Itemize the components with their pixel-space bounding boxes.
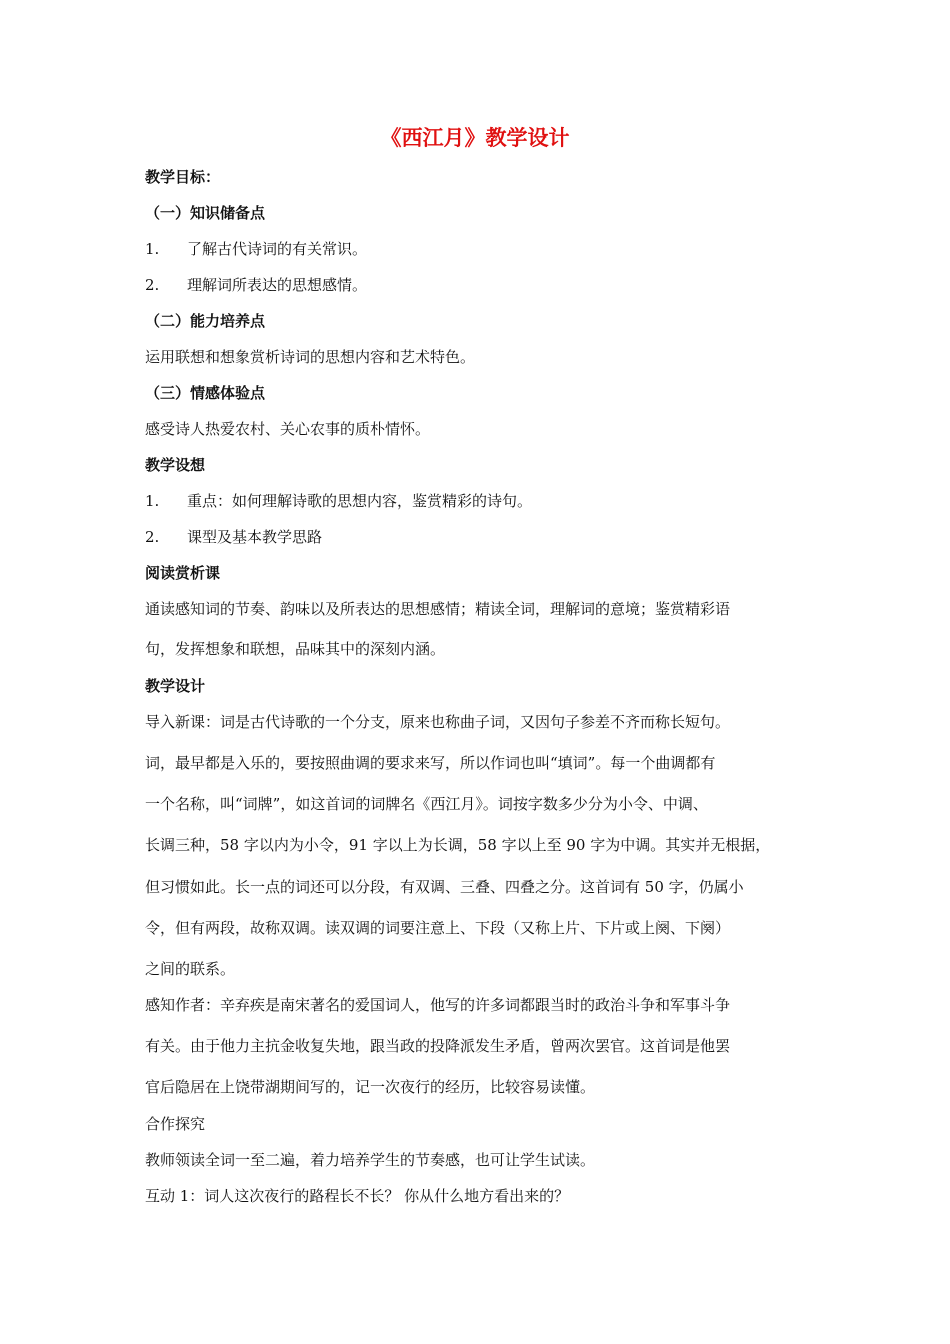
knowledge-heading: （一）知识储备点	[145, 204, 266, 222]
emotion-heading: （三）情感体验点	[145, 384, 266, 402]
intro-line: 长调三种，58 字以内为小令，91 字以上为长调，58 字以上至 90 字为中调。其实并无根据，	[145, 836, 771, 854]
item-text: 理解词所表达的思想感情。	[187, 276, 368, 294]
emotion-text: 感受诗人热爱农村、关心农事的质朴情怀。	[145, 420, 431, 438]
reading-heading: 阅读赏析课	[145, 564, 221, 582]
concept-item	[145, 526, 322, 548]
objectives-heading: 教学目标：	[145, 168, 221, 186]
ability-heading: （二）能力培养点	[145, 312, 266, 330]
reading-line: 通读感知词的节奏、韵味以及所表达的思想感情；精读全词，理解词的意境；鉴赏精彩语	[145, 600, 731, 618]
cooperate-heading: 合作探究	[145, 1115, 206, 1133]
concept-item	[145, 490, 532, 512]
author-line: 感知作者：辛弃疾是南宋著名的爱国词人，他写的许多词都跟当时的政治斗争和军事斗争	[145, 996, 731, 1014]
item-number: 2.	[145, 276, 160, 294]
item-number: 1.	[145, 240, 160, 258]
reading-line: 句，发挥想象和联想，品味其中的深刻内涵。	[145, 640, 446, 658]
intro-line: 但习惯如此。长一点的词还可以分段，有双调、三叠、四叠之分。这首词有 50 字，仍属小	[145, 878, 744, 896]
concept-heading: 教学设想	[145, 456, 206, 474]
intro-line: 令，但有两段，故称双调。读双调的词要注意上、下段（又称上片、下片或上阕、下阕）	[145, 919, 731, 937]
design-heading: 教学设计	[145, 677, 206, 695]
author-line: 官后隐居在上饶带湖期间写的，记一次夜行的经历，比较容易读懂。	[145, 1078, 596, 1096]
item-text: 重点：如何理解诗歌的思想内容，鉴赏精彩的诗句。	[187, 492, 533, 510]
intro-line: 之间的联系。	[145, 960, 236, 978]
intro-line: 一个名称，叫“词牌”，如这首词的词牌名《西江月》。词按字数多少分为小令、中调、	[145, 795, 708, 813]
item-number: 1.	[145, 492, 160, 510]
item-number: 2.	[145, 528, 160, 546]
ability-text: 运用联想和想象赏析诗词的思想内容和艺术特色。	[145, 348, 476, 366]
item-text: 课型及基本教学思路	[187, 528, 323, 546]
document-title: 《西江月》教学设计	[380, 126, 570, 150]
author-line: 有关。由于他力主抗金收复失地，跟当政的投降派发生矛盾，曾两次罢官。这首词是他罢	[145, 1037, 731, 1055]
intro-line: 导入新课：词是古代诗歌的一个分支，原来也称曲子词，又因句子参差不齐而称长短句。	[145, 713, 731, 731]
cooperate-text: 教师领读全词一至二遍，着力培养学生的节奏感，也可让学生试读。	[145, 1151, 596, 1169]
knowledge-item	[145, 274, 367, 296]
knowledge-item	[145, 238, 367, 260]
intro-line: 词，最早都是入乐的，要按照曲调的要求来写，所以作词也叫“填词”。每一个曲调都有	[145, 754, 716, 772]
interaction-question: 互动 1：词人这次夜行的路程长不长？ 你从什么地方看出来的？	[145, 1187, 570, 1205]
item-text: 了解古代诗词的有关常识。	[187, 240, 368, 258]
